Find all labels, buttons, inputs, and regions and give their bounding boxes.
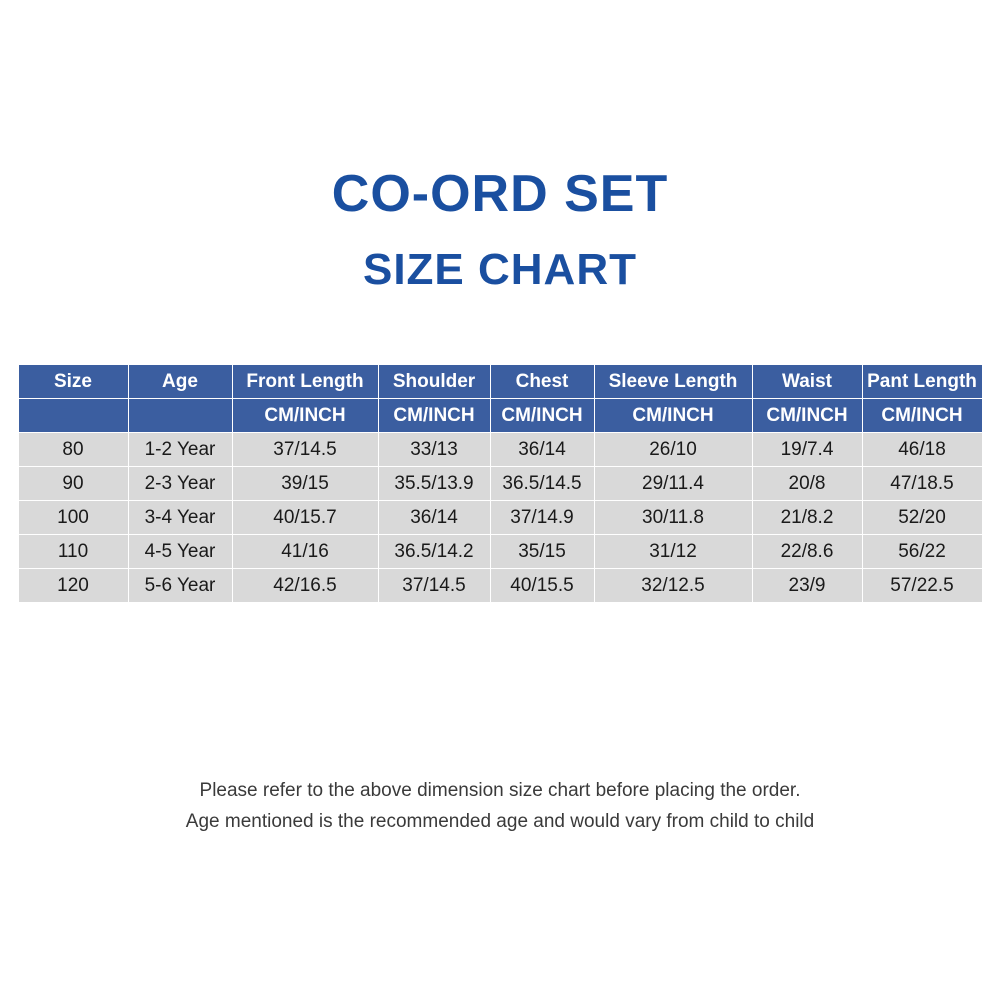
column-header-front-length: Front Length (232, 365, 378, 399)
cell-size: 80 (18, 433, 128, 467)
cell-chest: 37/14.9 (490, 501, 594, 535)
cell-chest: 35/15 (490, 535, 594, 569)
cell-waist: 23/9 (752, 569, 862, 603)
cell-pant-length: 46/18 (862, 433, 982, 467)
column-header-shoulder: Shoulder (378, 365, 490, 399)
units-cell-front-length: CM/INCH (232, 399, 378, 433)
cell-shoulder: 37/14.5 (378, 569, 490, 603)
units-cell-size (18, 399, 128, 433)
units-cell-chest: CM/INCH (490, 399, 594, 433)
units-cell-waist: CM/INCH (752, 399, 862, 433)
cell-front-length: 39/15 (232, 467, 378, 501)
column-header-chest: Chest (490, 365, 594, 399)
table-row (18, 535, 982, 569)
cell-waist: 19/7.4 (752, 433, 862, 467)
table-body (18, 433, 982, 603)
cell-pant-length: 56/22 (862, 535, 982, 569)
cell-sleeve-length: 32/12.5 (594, 569, 752, 603)
table-row (18, 569, 982, 603)
table-row (18, 501, 982, 535)
cell-sleeve-length: 30/11.8 (594, 501, 752, 535)
table-units-row (18, 399, 982, 433)
page-title (331, 165, 669, 294)
cell-size: 110 (18, 535, 128, 569)
cell-chest: 36/14 (490, 433, 594, 467)
cell-shoulder: 36.5/14.2 (378, 535, 490, 569)
table-header-row (18, 365, 982, 399)
table-header (18, 365, 982, 433)
cell-sleeve-length: 31/12 (594, 535, 752, 569)
cell-shoulder: 36/14 (378, 501, 490, 535)
cell-age: 4-5 Year (128, 535, 232, 569)
cell-size: 120 (18, 569, 128, 603)
units-cell-sleeve-length: CM/INCH (594, 399, 752, 433)
table-row (18, 467, 982, 501)
cell-age: 3-4 Year (128, 501, 232, 535)
column-header-waist: Waist (752, 365, 862, 399)
units-cell-age (128, 399, 232, 433)
cell-pant-length: 52/20 (862, 501, 982, 535)
note-line-2: Age mentioned is the recommended age and would vary from child to child (185, 811, 815, 833)
cell-waist: 22/8.6 (752, 535, 862, 569)
cell-chest: 36.5/14.5 (490, 467, 594, 501)
cell-shoulder: 33/13 (378, 433, 490, 467)
cell-sleeve-length: 26/10 (594, 433, 752, 467)
column-header-size: Size (18, 365, 128, 399)
cell-age: 1-2 Year (128, 433, 232, 467)
title-main: CO-ORD SET (331, 165, 669, 223)
units-cell-shoulder: CM/INCH (378, 399, 490, 433)
size-chart-table (18, 364, 983, 603)
cell-shoulder: 35.5/13.9 (378, 467, 490, 501)
units-cell-pant-length: CM/INCH (862, 399, 982, 433)
cell-waist: 21/8.2 (752, 501, 862, 535)
note-line-1: Please refer to the above dimension size chart before placing the order. (199, 780, 801, 801)
cell-sleeve-length: 29/11.4 (594, 467, 752, 501)
title-sub: SIZE CHART (362, 245, 637, 294)
table-row (18, 433, 982, 467)
column-header-pant-length: Pant Length (862, 365, 982, 399)
size-chart-table-wrap (18, 364, 982, 603)
cell-front-length: 40/15.7 (232, 501, 378, 535)
cell-size: 90 (18, 467, 128, 501)
cell-age: 5-6 Year (128, 569, 232, 603)
cell-chest: 40/15.5 (490, 569, 594, 603)
column-header-sleeve-length: Sleeve Length (594, 365, 752, 399)
cell-pant-length: 57/22.5 (862, 569, 982, 603)
column-header-age: Age (128, 365, 232, 399)
cell-waist: 20/8 (752, 467, 862, 501)
cell-front-length: 37/14.5 (232, 433, 378, 467)
cell-size: 100 (18, 501, 128, 535)
cell-front-length: 42/16.5 (232, 569, 378, 603)
cell-pant-length: 47/18.5 (862, 467, 982, 501)
cell-front-length: 41/16 (232, 535, 378, 569)
cell-age: 2-3 Year (128, 467, 232, 501)
footer-note (186, 775, 814, 838)
